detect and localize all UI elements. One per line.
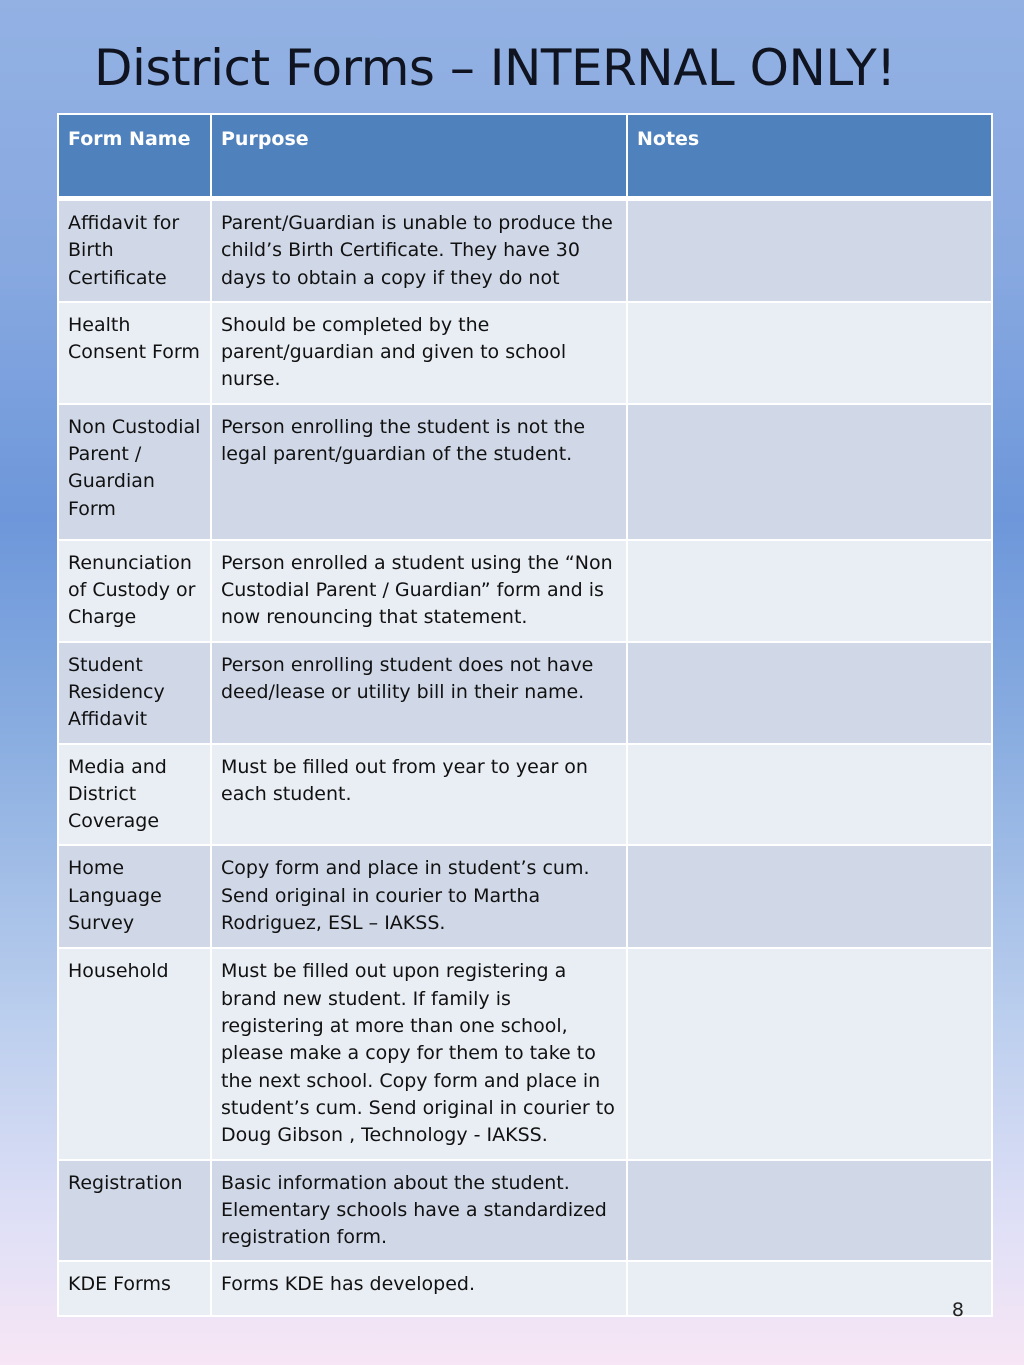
purpose-cell: Should be completed by the parent/guardian and given to school nurse.	[211, 302, 627, 404]
form-name-cell: Non Custodial Parent / Guardian Form	[58, 404, 211, 540]
form-name-cell: Affidavit for Birth Certificate	[58, 199, 211, 302]
purpose-cell: Person enrolling the student is not the legal parent/guardian of the student.	[211, 404, 627, 540]
form-name-cell: Student Residency Affidavit	[58, 642, 211, 744]
notes-cell	[627, 540, 992, 642]
form-name-cell: Registration	[58, 1160, 211, 1262]
table-row	[58, 404, 992, 540]
notes-cell	[627, 845, 992, 948]
purpose-cell: Person enrolling student does not have deed/lease or utility bill in their name.	[211, 642, 627, 744]
table-row	[58, 845, 992, 948]
notes-cell	[627, 1160, 992, 1262]
notes-cell	[627, 642, 992, 744]
form-name-cell: Renunciation of Custody or Charge	[58, 540, 211, 642]
forms-table	[57, 113, 993, 1317]
purpose-cell: Copy form and place in student’s cum. Send original in courier to Martha Rodriguez, ESL – IAKSS.	[211, 845, 627, 948]
purpose-cell: Must be filled out upon registering a brand new student. If family is registering at more than one school, please make a copy for them to take to the next school. Copy form and place in student’s cum. Send original in courier to Doug Gibson , Technology - IAKSS.	[211, 948, 627, 1159]
form-name-cell: Health Consent Form	[58, 302, 211, 404]
page-number: 8	[951, 1299, 964, 1321]
purpose-cell: Forms KDE has developed.	[211, 1261, 627, 1316]
table-row	[58, 1261, 992, 1316]
form-name-cell: Home Language Survey	[58, 845, 211, 948]
notes-cell	[627, 1261, 992, 1316]
page-title: District Forms – INTERNAL ONLY!	[94, 39, 896, 97]
table-row	[58, 302, 992, 404]
form-name-cell: Household	[58, 948, 211, 1159]
notes-cell	[627, 948, 992, 1159]
table-row	[58, 948, 992, 1159]
table-row	[58, 744, 992, 846]
column-header-notes: Notes	[627, 114, 992, 199]
table-row	[58, 642, 992, 744]
form-name-cell: KDE Forms	[58, 1261, 211, 1316]
column-header-purpose: Purpose	[211, 114, 627, 199]
table-header-row	[58, 114, 992, 199]
notes-cell	[627, 302, 992, 404]
table-row	[58, 199, 992, 302]
notes-cell	[627, 199, 992, 302]
notes-cell	[627, 404, 992, 540]
column-header-form-name: Form Name	[58, 114, 211, 199]
purpose-cell: Person enrolled a student using the “Non Custodial Parent / Guardian” form and is now renouncing that statement.	[211, 540, 627, 642]
purpose-cell: Basic information about the student. Elementary schools have a standardized registration form.	[211, 1160, 627, 1262]
table-row	[58, 540, 992, 642]
table-row	[58, 1160, 992, 1262]
notes-cell	[627, 744, 992, 846]
purpose-cell: Must be filled out from year to year on each student.	[211, 744, 627, 846]
purpose-cell: Parent/Guardian is unable to produce the child’s Birth Certificate. They have 30 days to obtain a copy if they do not	[211, 199, 627, 302]
form-name-cell: Media and District Coverage	[58, 744, 211, 846]
